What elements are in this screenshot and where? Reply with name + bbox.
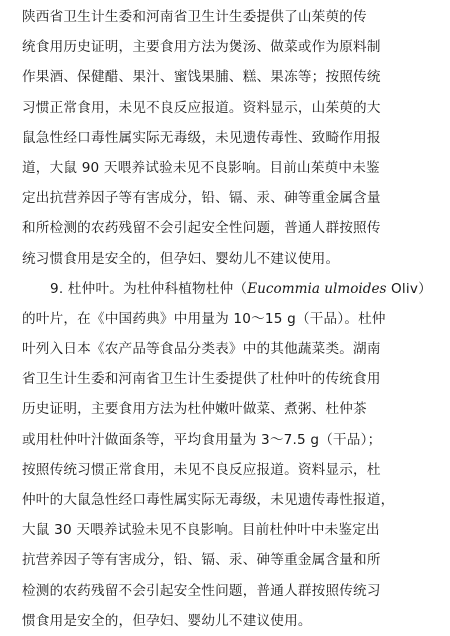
document-page [22,2,430,636]
item-9-heading-line [22,274,430,304]
latin-name: Eucommia ulmoides [247,280,387,297]
text-line: 仲叶的大鼠急性经口毒性属实际无毒级，未见遗传毒性报道， [22,492,395,508]
item-9-suffix: Oliv） [386,280,432,297]
text-line: 作果酒、保健醋、果汁、蜜饯果脯、糕、果冻等；按照传统 [22,69,381,86]
text-line: 历史证明，主要食用方法为杜仲嫩叶做菜、煮粥、杜仲茶 [22,401,367,418]
text-line: 统习惯食用是安全的，但孕妇、婴幼儿不建议使用。 [22,250,340,267]
item-9-prefix: 9. 杜仲叶。为杜仲科植物杜仲（ [50,280,248,297]
text-line: 或用杜仲叶汁做面条等，平均食用量为 3～7.5 g（干品）； [22,431,382,448]
text-line: 检测的农药残留不会引起安全性问题，普通人群按照传统习 [22,582,381,599]
text-line: 按照传统习惯正常食用，未见不良反应报道。资料显示，杜 [22,461,381,478]
text-line: 陕西省卫生计生委和河南省卫生计生委提供了山茱萸的传 [22,9,367,25]
text-line: 抗营养因子等有害成分，铅、镉、汞、砷等重金属含量和所 [22,552,381,569]
text-line: 叶列入日本《农产品等食品分类表》中的其他蔬菜类。湖南 [22,341,381,358]
text-line: 定出抗营养因子等有害成分，铅、镉、汞、砷等重金属含量 [22,190,381,207]
text-line: 和所检测的农药残留不会引起安全性问题，普通人群按照传 [22,220,381,237]
text-line: 惯食用是安全的，但孕妇、婴幼儿不建议使用。 [22,612,312,629]
text-line: 的叶片，在《中国药典》中用量为 10～15 g（干品）。杜仲 [22,310,386,327]
text-line: 省卫生计生委和河南省卫生计生委提供了杜仲叶的传统食用 [22,371,381,388]
text-line: 统食用历史证明，主要食用方法为煲汤、做菜或作为原料制 [22,39,381,56]
text-line: 鼠急性经口毒性属实际无毒级，未见遗传毒性、致畸作用报 [22,129,381,146]
text-line: 道，大鼠 90 天喂养试验未见不良影响。目前山茱萸中未鉴 [22,159,380,176]
text-line: 习惯正常食用，未见不良反应报道。资料显示，山茱萸的大 [22,99,381,116]
text-line: 大鼠 30 天喂养试验未见不良影响。目前杜仲叶中未鉴定出 [22,522,380,539]
